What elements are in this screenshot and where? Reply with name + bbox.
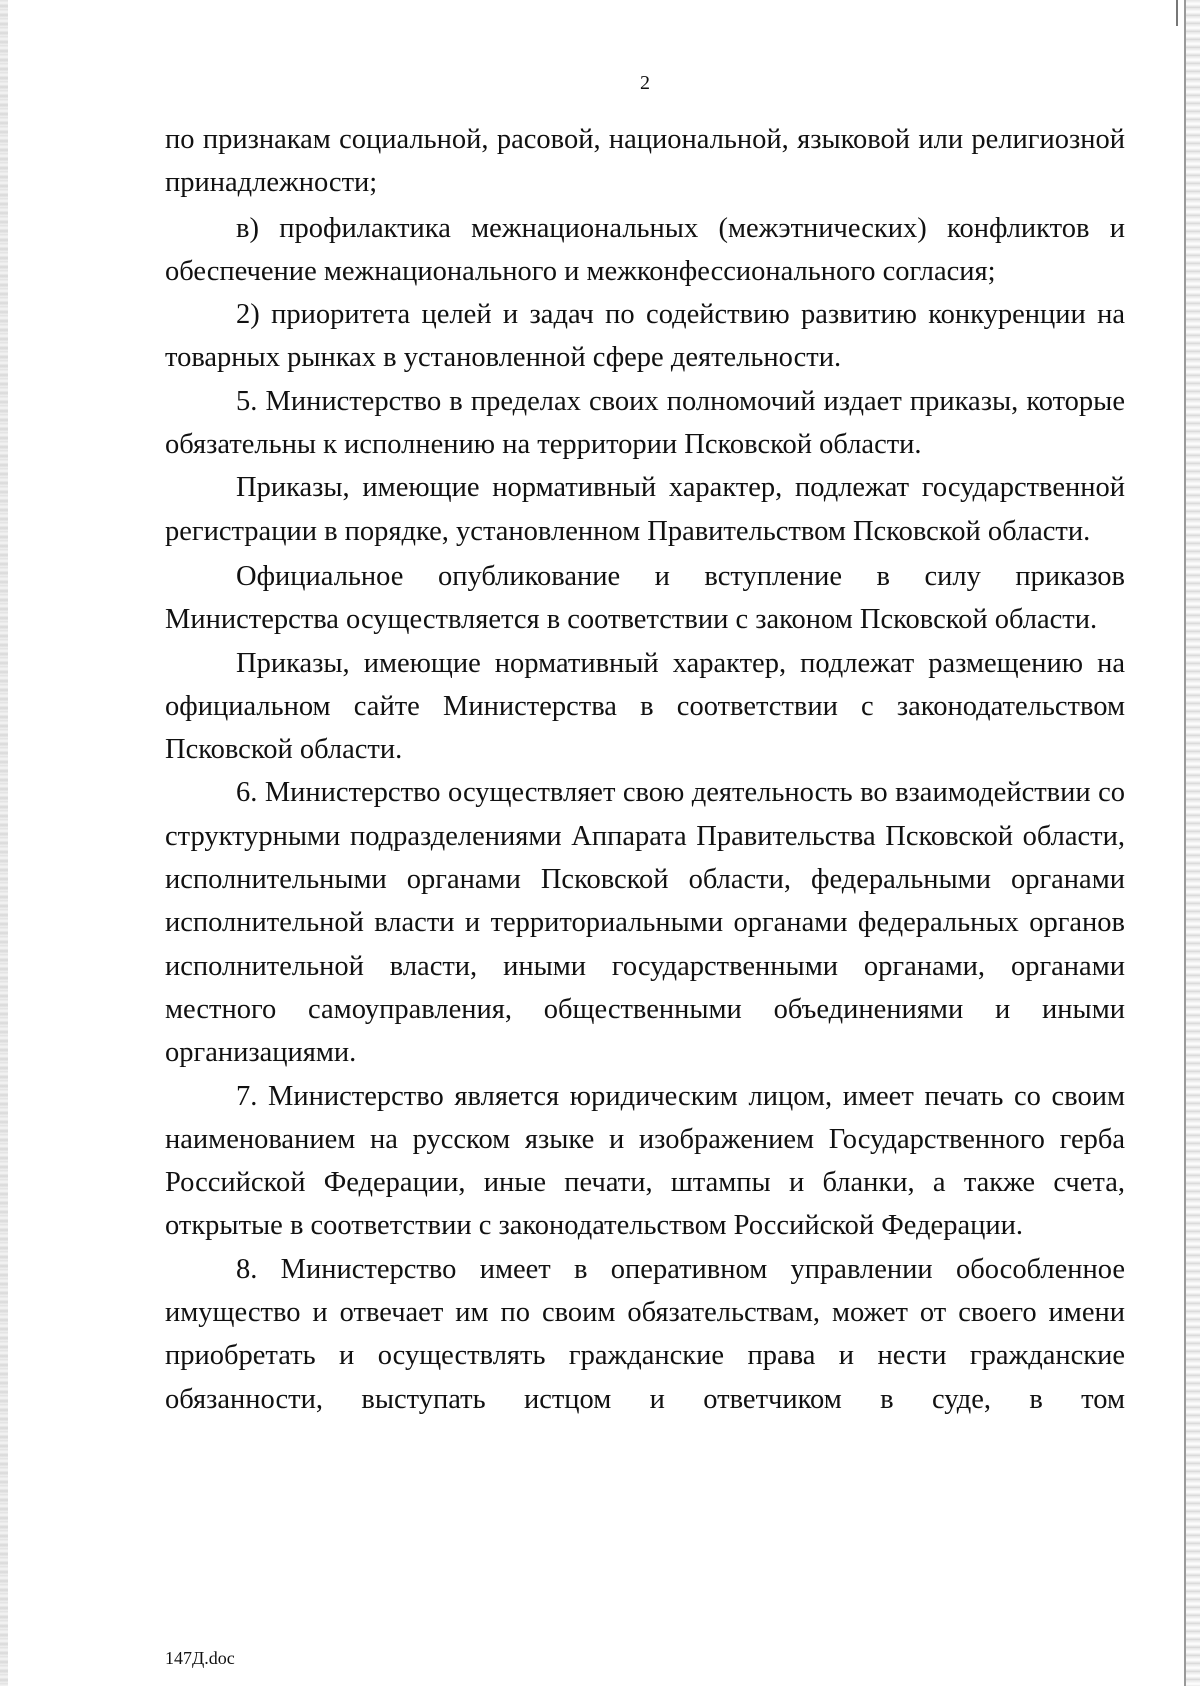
footer-filename: 147Д.doc bbox=[165, 1648, 235, 1668]
paragraph-10: 8. Министерство имеет в оперативном управлении обособленное имущество и отвечает им по своим обязательствам, может от своего имени приобретать и осуществлять гражданские права и нести гражданские обязанности, выступать истцом и ответчиком в суде, в том bbox=[165, 1253, 1125, 1415]
paragraph-2: в) профилактика межнациональных (межэтнических) конфликтов и обеспечение межнационального и межконфессионального согласия; bbox=[165, 212, 1125, 287]
scan-left-edge bbox=[0, 0, 8, 1686]
paragraph-4: 5. Министерство в пределах своих полномочий издает приказы, которые обязательны к исполнению на территории Псковской области. bbox=[165, 385, 1125, 461]
paragraph-1: по признакам социальной, расовой, национальной, языковой или религиозной принадлежности; bbox=[165, 124, 1125, 199]
paragraph-7: Приказы, имеющие нормативный характер, подлежат размещению на официальном сайте Министерства в соответствии с законодательством Псковской области. bbox=[165, 647, 1125, 766]
document-body bbox=[165, 118, 1125, 1421]
paragraph-8: 6. Министерство осуществляет свою деятельность во взаимодействии со структурными подразделениями Аппарата Правительства Псковской области, исполнительными органами Псковской области, федеральными органами исполнительной власти и территориальными органами федеральных органов исполнительной власти, иными государственными органами, органами местного самоуправления, общественными объединениями и иными организациями. bbox=[165, 777, 1125, 1069]
paragraph-6: Официальное опубликование и вступление в силу приказов Министерства осуществляется в соответствии с законом Псковской области. bbox=[165, 560, 1125, 636]
paragraph-9: 7. Министерство является юридическим лицом, имеет печать со своим наименованием на русском языке и изображением Государственного герба Российской Федерации, иные печати, штампы и бланки, а также счета, открытые в соответствии с законодательством Российской Федерации. bbox=[165, 1080, 1125, 1242]
scan-right-corner-mark bbox=[1176, 0, 1186, 26]
page-number: 2 bbox=[640, 72, 650, 94]
paragraph-5: Приказы, имеющие нормативный характер, подлежат государственной регистрации в порядке, установленном Правительством Псковской области. bbox=[165, 472, 1125, 547]
scan-right-edge bbox=[1184, 0, 1200, 1686]
paragraph-3: 2) приоритета целей и задач по содействию развитию конкуренции на товарных рынках в установленной сфере деятельности. bbox=[165, 299, 1125, 374]
